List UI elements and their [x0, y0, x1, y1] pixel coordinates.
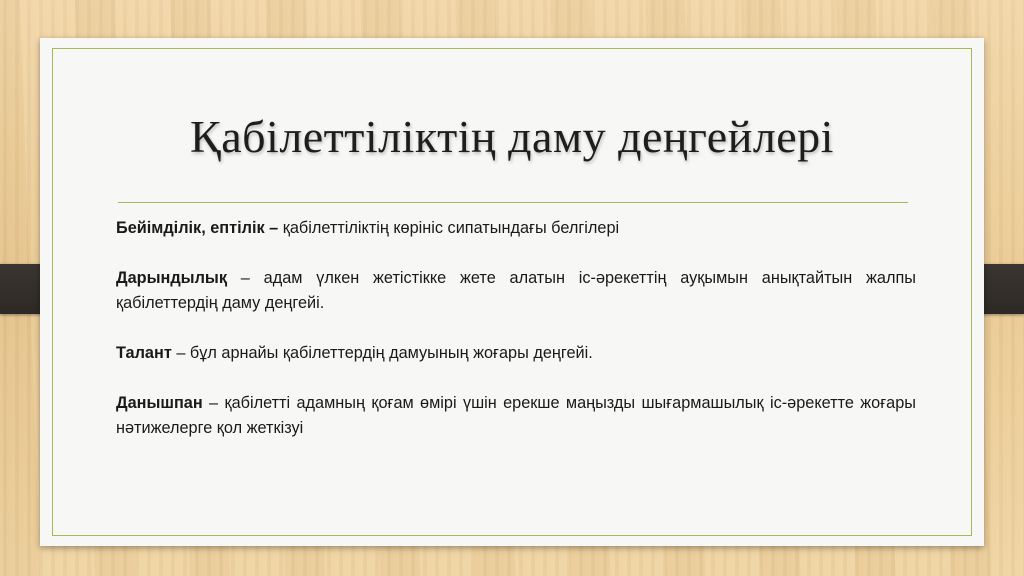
title-divider: [118, 202, 908, 203]
definition-term: Данышпан: [116, 394, 203, 412]
definition-item: [116, 266, 916, 316]
definition-term: Бейімділік, ептілік –: [116, 219, 279, 237]
slide-title: Қабілеттіліктің даму деңгейлері: [190, 111, 834, 162]
definition-text: қабілеттіліктің көрініс сипатындағы белгілері: [278, 219, 620, 237]
definition-item: [116, 341, 916, 366]
definition-term: Дарындылық: [116, 269, 227, 287]
slide-body: [116, 216, 916, 466]
definition-text: – бұл арнайы қабілеттердің дамуының жоғары деңгейі.: [171, 344, 593, 362]
definition-item: [116, 216, 916, 241]
definition-text: – қабілетті адамның қоғам өмірі үшін ерекше маңызды шығармашылық іс-әрекетте жоғары нәтижелерге қол жеткізуі: [116, 394, 916, 437]
definition-text: – адам үлкен жетістікке жете алатын іс-әрекеттің ауқымын анықтайтын жалпы қабілеттердің даму деңгейі.: [116, 269, 916, 312]
definition-item: [116, 391, 916, 441]
slide-card: [40, 38, 984, 546]
definition-term: Талант: [116, 344, 172, 362]
